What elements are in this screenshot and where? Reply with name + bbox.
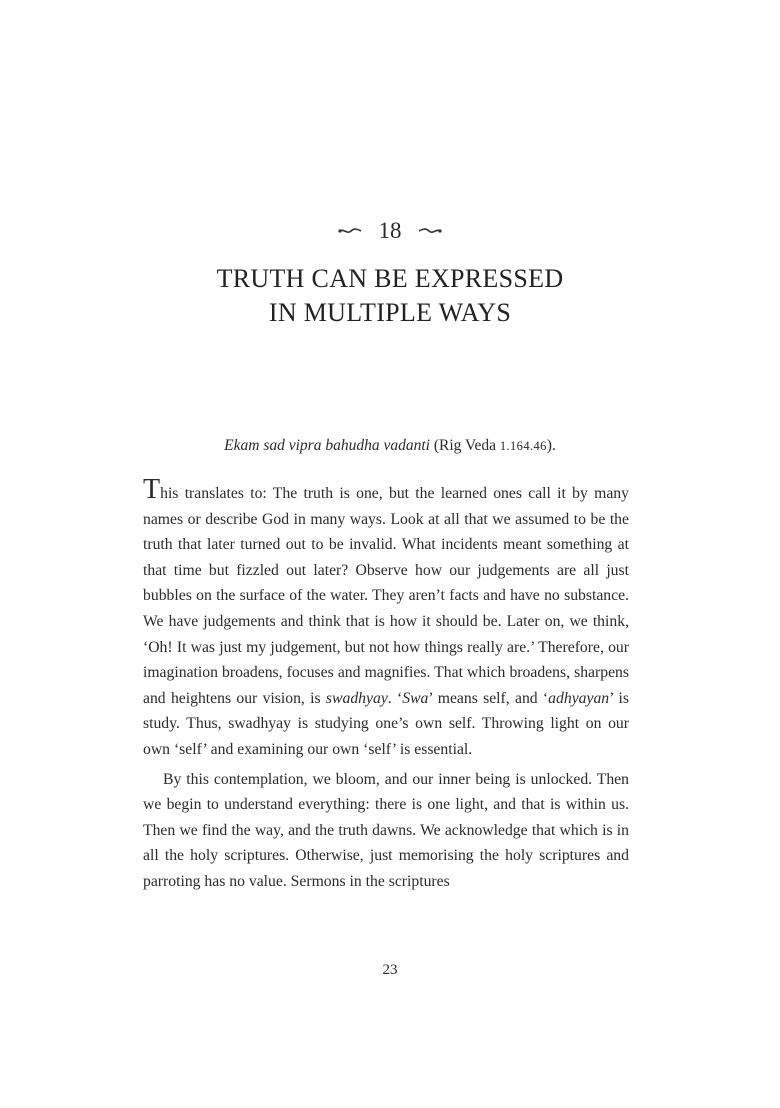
chapter-title-line-1: TRUTH CAN BE EXPRESSED — [216, 264, 564, 293]
epigraph-source-prefix: (Rig Veda — [429, 437, 500, 454]
paragraph-1-text-d: ’ is study. Thus, swadhyay is studying one’s own self. Throwing light on our own ‘self’ and examining our own ‘self’ is essential. — [143, 689, 629, 758]
paragraph-2: By this contemplation, we bloom, and our inner being is unlocked. Then we begin to understand everything: there is one light, and that is within us. Then we find the way, and the truth dawns. We acknowledge that which is in all the holy scriptures. Otherwise, just memorising the holy scriptures and parroting has no value. Sermons in the scriptures — [143, 770, 629, 890]
epigraph-verse-reference: 1.164.46 — [499, 439, 547, 453]
term-swadhyay: swadhyay — [325, 689, 388, 707]
page-number: 23 — [382, 962, 398, 978]
term-swa: Swa — [402, 689, 429, 707]
chapter-title-line-2: IN MULTIPLE WAYS — [268, 298, 512, 327]
right-flourish-icon — [417, 225, 443, 237]
chapter-number: 18 — [378, 217, 402, 243]
chapter-heading — [0, 212, 780, 248]
paragraph-1 — [143, 474, 629, 763]
epigraph-sanskrit: Ekam sad vipra bahudha vadanti — [224, 437, 430, 454]
epigraph — [0, 434, 780, 458]
drop-cap: T — [143, 474, 161, 505]
epigraph-source-suffix: ). — [546, 437, 556, 454]
paragraph-1-text-a: his translates to: The truth is one, but the learned ones call it by many names or describe God in many ways. Look at all that we assumed to be the truth that later turned out to be invalid. What incidents meant something at that time but fizzled out later? Observe how our judgements are all just bubbles on the surface of the water. They aren’t facts and have no substance. We have judgements and think that is how it should be. Later on, we think, ‘Oh! It was just my judgement, but not how things really are.’ Therefore, our imagination broadens, focuses and magnifies. That which broadens, sharpens and heightens our vision, is — [143, 485, 629, 707]
chapter-title — [0, 262, 780, 330]
left-flourish-icon — [337, 225, 363, 237]
paragraph-1-text-b: . ‘ — [387, 689, 403, 707]
body-text — [143, 474, 629, 895]
paragraph-1-text-c: ’ means self, and ‘ — [428, 689, 549, 707]
term-adhyayan: adhyayan — [548, 689, 610, 707]
